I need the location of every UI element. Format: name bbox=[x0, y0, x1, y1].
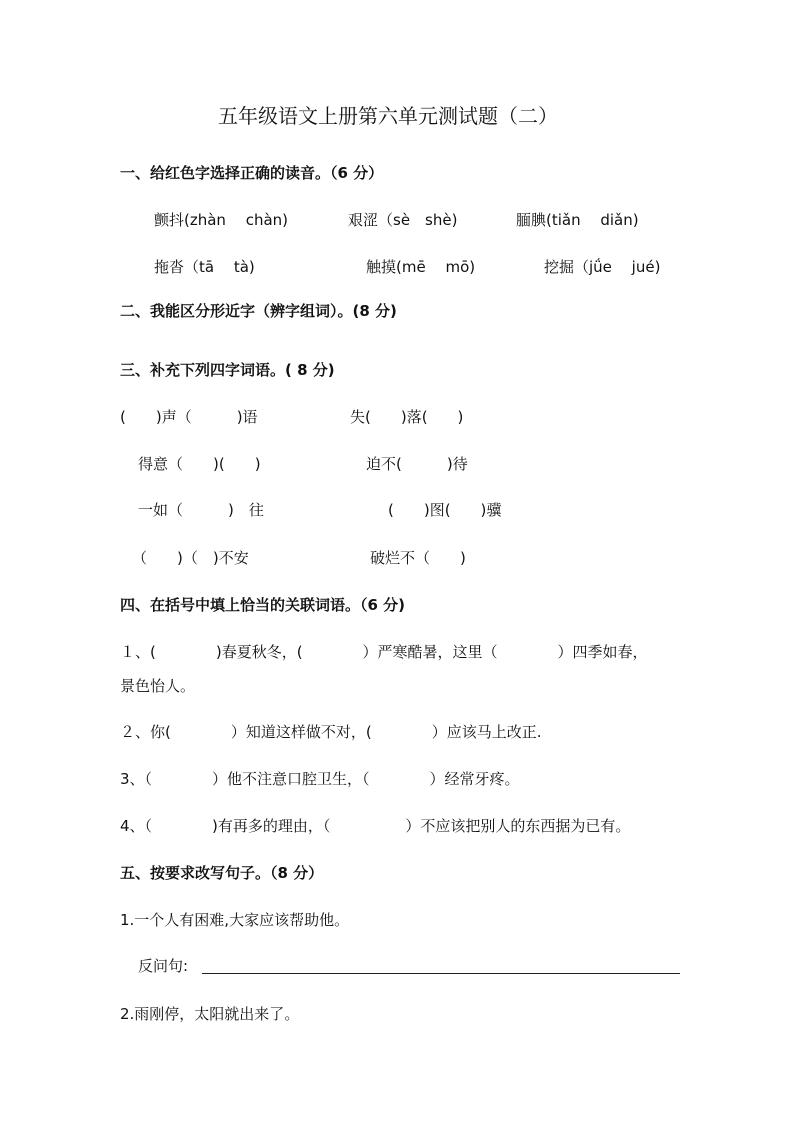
idiom-item: 失( )落( ) bbox=[350, 408, 464, 426]
page-title: 五年级语文上册第六单元测试题（二） bbox=[218, 104, 558, 128]
section3-heading: 三、补充下列四字词语。( 8 分) bbox=[120, 361, 335, 379]
rewrite-prompt-label: 反问句: bbox=[138, 957, 189, 975]
pinyin-item: 触摸(mē mō) bbox=[366, 258, 476, 276]
rewrite-question-1: 1.一个人有困难,大家应该帮助他。 bbox=[120, 911, 350, 929]
conjunction-item: １、( )春夏秋冬，( ）严寒酷暑，这里（ ）四季如春， bbox=[120, 643, 648, 661]
idiom-item: ( )声（ )语 bbox=[120, 408, 258, 426]
pinyin-item: 挖掘（jǘe jué) bbox=[544, 258, 661, 276]
idiom-item: 迫不( )待 bbox=[366, 455, 468, 473]
conjunction-item: 4、（ )有再多的理由，（ ）不应该把别人的东西据为已有。 bbox=[120, 817, 631, 835]
pinyin-item: 颤抖(zhàn chàn) bbox=[154, 211, 289, 229]
answer-blank-line bbox=[202, 973, 680, 974]
idiom-item: 得意（ )( ) bbox=[138, 455, 261, 473]
rewrite-question-2: 2.雨刚停，太阳就出来了。 bbox=[120, 1005, 300, 1023]
idiom-item: 一如（ ) 往 bbox=[138, 501, 264, 519]
pinyin-item: 拖沓（tā tà) bbox=[154, 258, 255, 276]
section4-heading: 四、在括号中填上恰当的关联词语。（6 分) bbox=[120, 596, 406, 614]
pinyin-item: 艰涩（sè shè) bbox=[348, 211, 458, 229]
section5-heading: 五、按要求改写句子。（8 分） bbox=[120, 864, 324, 882]
idiom-item: ( )图( )骥 bbox=[388, 501, 502, 519]
conjunction-item-continued: 景色怡人。 bbox=[120, 677, 196, 695]
idiom-item: （ )（ )不安 bbox=[132, 549, 249, 567]
conjunction-item: 3、（ ）他不注意口腔卫生，（ ）经常牙疼。 bbox=[120, 770, 520, 788]
section1-heading: 一、给红色字选择正确的读音。（6 分） bbox=[120, 164, 384, 182]
idiom-item: 破烂不（ ) bbox=[370, 549, 466, 567]
pinyin-item: 腼腆(tiǎn diǎn) bbox=[516, 211, 639, 229]
section2-heading: 二、我能区分形近字（辨字组词）。(8 分) bbox=[120, 302, 397, 320]
conjunction-item: ２、你( ）知道这样做不对，( ）应该马上改正. bbox=[120, 723, 542, 741]
